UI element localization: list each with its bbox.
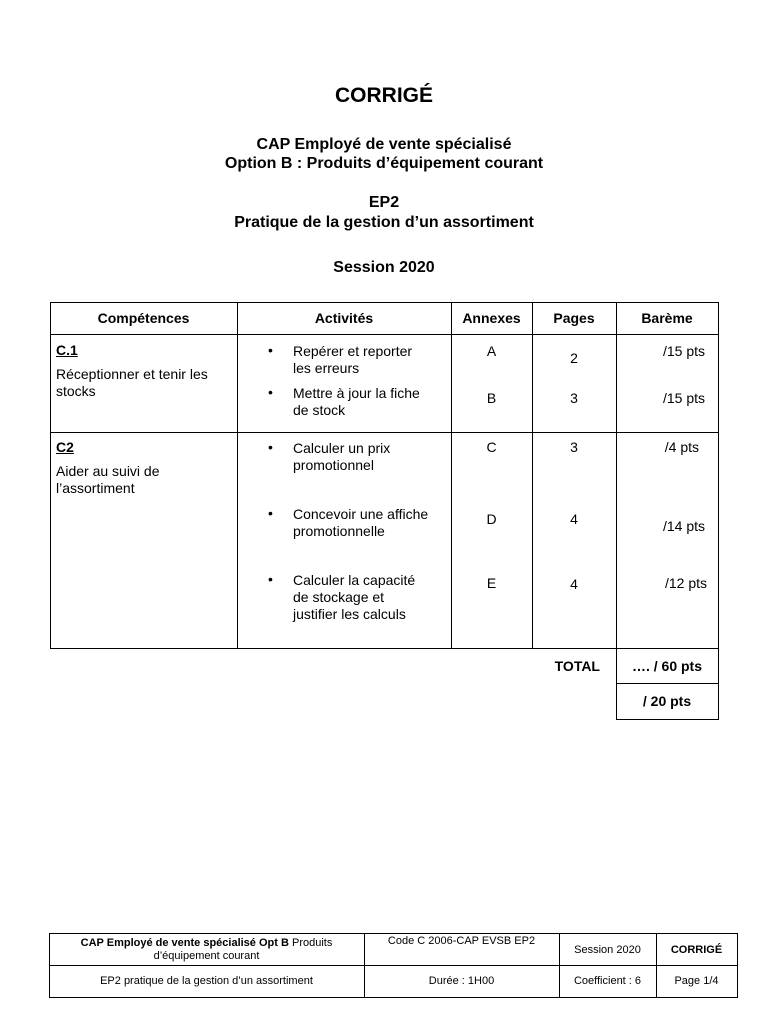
exam-code: EP2 <box>368 194 400 211</box>
table-border-right <box>718 302 719 720</box>
competence-code: C.1 <box>56 342 78 358</box>
annexe-cell: B <box>486 390 497 406</box>
activity-text: Concevoir une affiche <box>293 506 429 522</box>
col-divider-1 <box>237 302 238 649</box>
footer-exam-option: d’équipement courant <box>153 950 260 962</box>
footer-border-bottom <box>49 997 738 998</box>
bullet-icon: • <box>268 384 273 400</box>
table-row-divider <box>50 432 719 433</box>
footer-col-divider <box>559 933 560 998</box>
activity-text: de stock <box>293 402 346 418</box>
col-header-activites: Activités <box>314 310 374 326</box>
col-header-pages: Pages <box>553 310 595 326</box>
activity-text: les erreurs <box>293 360 360 376</box>
bullet-icon: • <box>268 439 273 455</box>
exam-name: CAP Employé de vente spécialisé <box>256 136 512 153</box>
pages-cell: 3 <box>570 439 578 455</box>
footer-col-divider <box>656 933 657 998</box>
competence-text: Aider au suivi de <box>56 463 160 479</box>
bullet-icon: • <box>268 505 273 521</box>
footer-exam-name-rest: Produits <box>288 937 333 949</box>
total-border-bottom <box>616 719 719 720</box>
activity-text: Mettre à jour la fiche <box>293 385 420 401</box>
footer-session: Session 2020 <box>574 944 641 956</box>
col-header-bareme: Barème <box>641 310 693 326</box>
footer-border-top <box>49 933 738 934</box>
footer-code: Code C 2006-CAP EVSB EP2 <box>387 935 536 947</box>
competence-text: stocks <box>56 383 96 399</box>
bullet-icon: • <box>268 342 273 358</box>
footer-duration: Durée : 1H00 <box>428 975 495 987</box>
activity-text: justifier les calculs <box>293 606 406 622</box>
exam-subject: Pratique de la gestion d’un assortiment <box>234 214 534 231</box>
annexe-cell: D <box>486 511 497 527</box>
footer-corrige: CORRIGÉ <box>670 944 723 956</box>
table-header-divider <box>50 334 719 335</box>
footer-page-number: Page 1/4 <box>674 975 719 987</box>
bareme-cell: /15 pts <box>662 390 705 406</box>
col-header-competences: Compétences <box>97 310 190 326</box>
pages-cell: 2 <box>570 350 578 366</box>
total-value-20: / 20 pts <box>642 693 692 709</box>
activity-text: promotionnelle <box>293 523 385 539</box>
bullet-icon: • <box>268 571 273 587</box>
table-border-left <box>50 302 51 649</box>
pages-cell: 4 <box>570 576 578 592</box>
competence-code: C2 <box>56 439 74 455</box>
total-divider <box>616 683 719 684</box>
bareme-cell: /4 pts <box>664 439 699 455</box>
annexe-cell: E <box>486 575 497 591</box>
activity-text: Repérer et reporter <box>293 343 413 359</box>
footer-border-right <box>737 933 738 998</box>
footer-divider <box>49 965 738 966</box>
competence-text: l’assortiment <box>56 480 135 496</box>
bareme-cell: /12 pts <box>664 575 707 591</box>
table-border-bottom <box>50 648 719 649</box>
exam-option: Option B : Produits d’équipement courant <box>224 155 544 172</box>
pages-cell: 4 <box>570 511 578 527</box>
table-border-top <box>50 302 719 303</box>
activity-text: promotionnel <box>293 457 374 473</box>
activity-text: Calculer la capacité <box>293 572 416 588</box>
total-label: TOTAL <box>554 658 600 674</box>
footer-subject: EP2 pratique de la gestion d’un assortiment <box>100 975 313 987</box>
bareme-cell: /14 pts <box>662 518 705 534</box>
document-title: CORRIGÉ <box>334 84 433 107</box>
activity-text: de stockage et <box>293 589 385 605</box>
competence-text: Réceptionner et tenir les <box>56 366 208 382</box>
col-header-annexes: Annexes <box>462 310 521 326</box>
footer-exam-name-bold: CAP Employé de vente spécialisé Opt B <box>80 937 289 949</box>
footer-coefficient: Coefficient : 6 <box>573 975 642 987</box>
footer-exam-name <box>49 937 364 950</box>
pages-cell: 3 <box>570 390 578 406</box>
annexe-cell: C <box>486 439 497 455</box>
annexe-cell: A <box>486 343 497 359</box>
bareme-cell: /15 pts <box>662 343 705 359</box>
total-value: …. / 60 pts <box>631 658 703 674</box>
activity-text: Calculer un prix <box>293 440 391 456</box>
exam-session: Session 2020 <box>333 259 435 276</box>
